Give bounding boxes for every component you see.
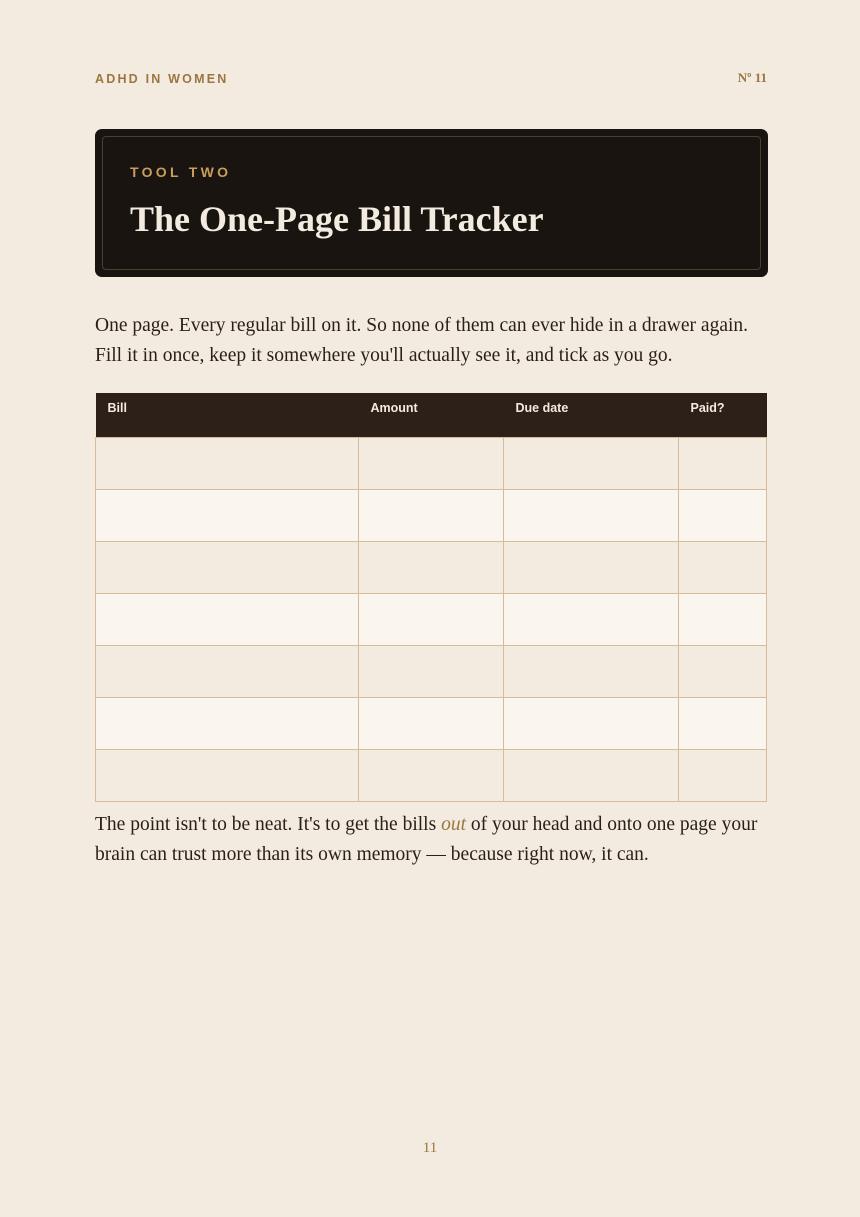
due-date-cell[interactable] (504, 697, 679, 749)
tool-eyebrow: TOOL TWO (130, 164, 232, 180)
tool-title: The One-Page Bill Tracker (130, 199, 544, 239)
table-row (96, 541, 767, 593)
bill-cell[interactable] (96, 697, 359, 749)
table-row (96, 645, 767, 697)
issue-number: Nº 11 (737, 70, 767, 85)
amount-cell[interactable] (359, 489, 504, 541)
tool-banner (95, 129, 768, 277)
amount-cell[interactable] (359, 749, 504, 801)
amount-cell[interactable] (359, 593, 504, 645)
paid-cell[interactable] (679, 749, 767, 801)
closing-text-start: The point isn't to be neat. It's to get the bills (95, 814, 442, 835)
column-header-due-date: Due date (504, 393, 679, 437)
intro-paragraph (95, 311, 767, 371)
paid-cell[interactable] (679, 593, 767, 645)
bill-cell[interactable] (96, 489, 359, 541)
amount-cell[interactable] (359, 645, 504, 697)
paid-cell[interactable] (679, 541, 767, 593)
bill-cell[interactable] (96, 749, 359, 801)
intro-line-1: One page. Every regular bill on it. So none of them can ever hide in a drawer again. (95, 315, 749, 336)
table-row (96, 749, 767, 801)
paid-cell[interactable] (679, 645, 767, 697)
closing-text-end: of your head and onto one page your brain can trust more than its own memory — because right now, it can. (95, 814, 758, 865)
column-header-amount: Amount (359, 393, 504, 437)
paid-cell[interactable] (679, 489, 767, 541)
column-header-bill: Bill (96, 393, 359, 437)
running-head: ADHD IN WOMEN (95, 72, 229, 86)
page-number: 11 (422, 1140, 438, 1156)
amount-cell[interactable] (359, 697, 504, 749)
paid-cell[interactable] (679, 437, 767, 489)
amount-cell[interactable] (359, 541, 504, 593)
table-row (96, 489, 767, 541)
amount-cell[interactable] (359, 437, 504, 489)
bill-cell[interactable] (96, 645, 359, 697)
due-date-cell[interactable] (504, 749, 679, 801)
due-date-cell[interactable] (504, 489, 679, 541)
column-header-paid: Paid? (679, 393, 767, 437)
due-date-cell[interactable] (504, 593, 679, 645)
paid-cell[interactable] (679, 697, 767, 749)
closing-paragraph (95, 810, 767, 870)
table-row (96, 437, 767, 489)
table-row (96, 593, 767, 645)
bill-tracker-table (95, 393, 767, 802)
due-date-cell[interactable] (504, 541, 679, 593)
table-row (96, 697, 767, 749)
due-date-cell[interactable] (504, 437, 679, 489)
bill-cell[interactable] (96, 541, 359, 593)
intro-line-2: Fill it in once, keep it somewhere you'll actually see it, and tick as you go. (95, 345, 673, 366)
closing-emphasis: out (441, 814, 466, 835)
table-header-row (96, 393, 767, 437)
due-date-cell[interactable] (504, 645, 679, 697)
bill-cell[interactable] (96, 437, 359, 489)
bill-cell[interactable] (96, 593, 359, 645)
